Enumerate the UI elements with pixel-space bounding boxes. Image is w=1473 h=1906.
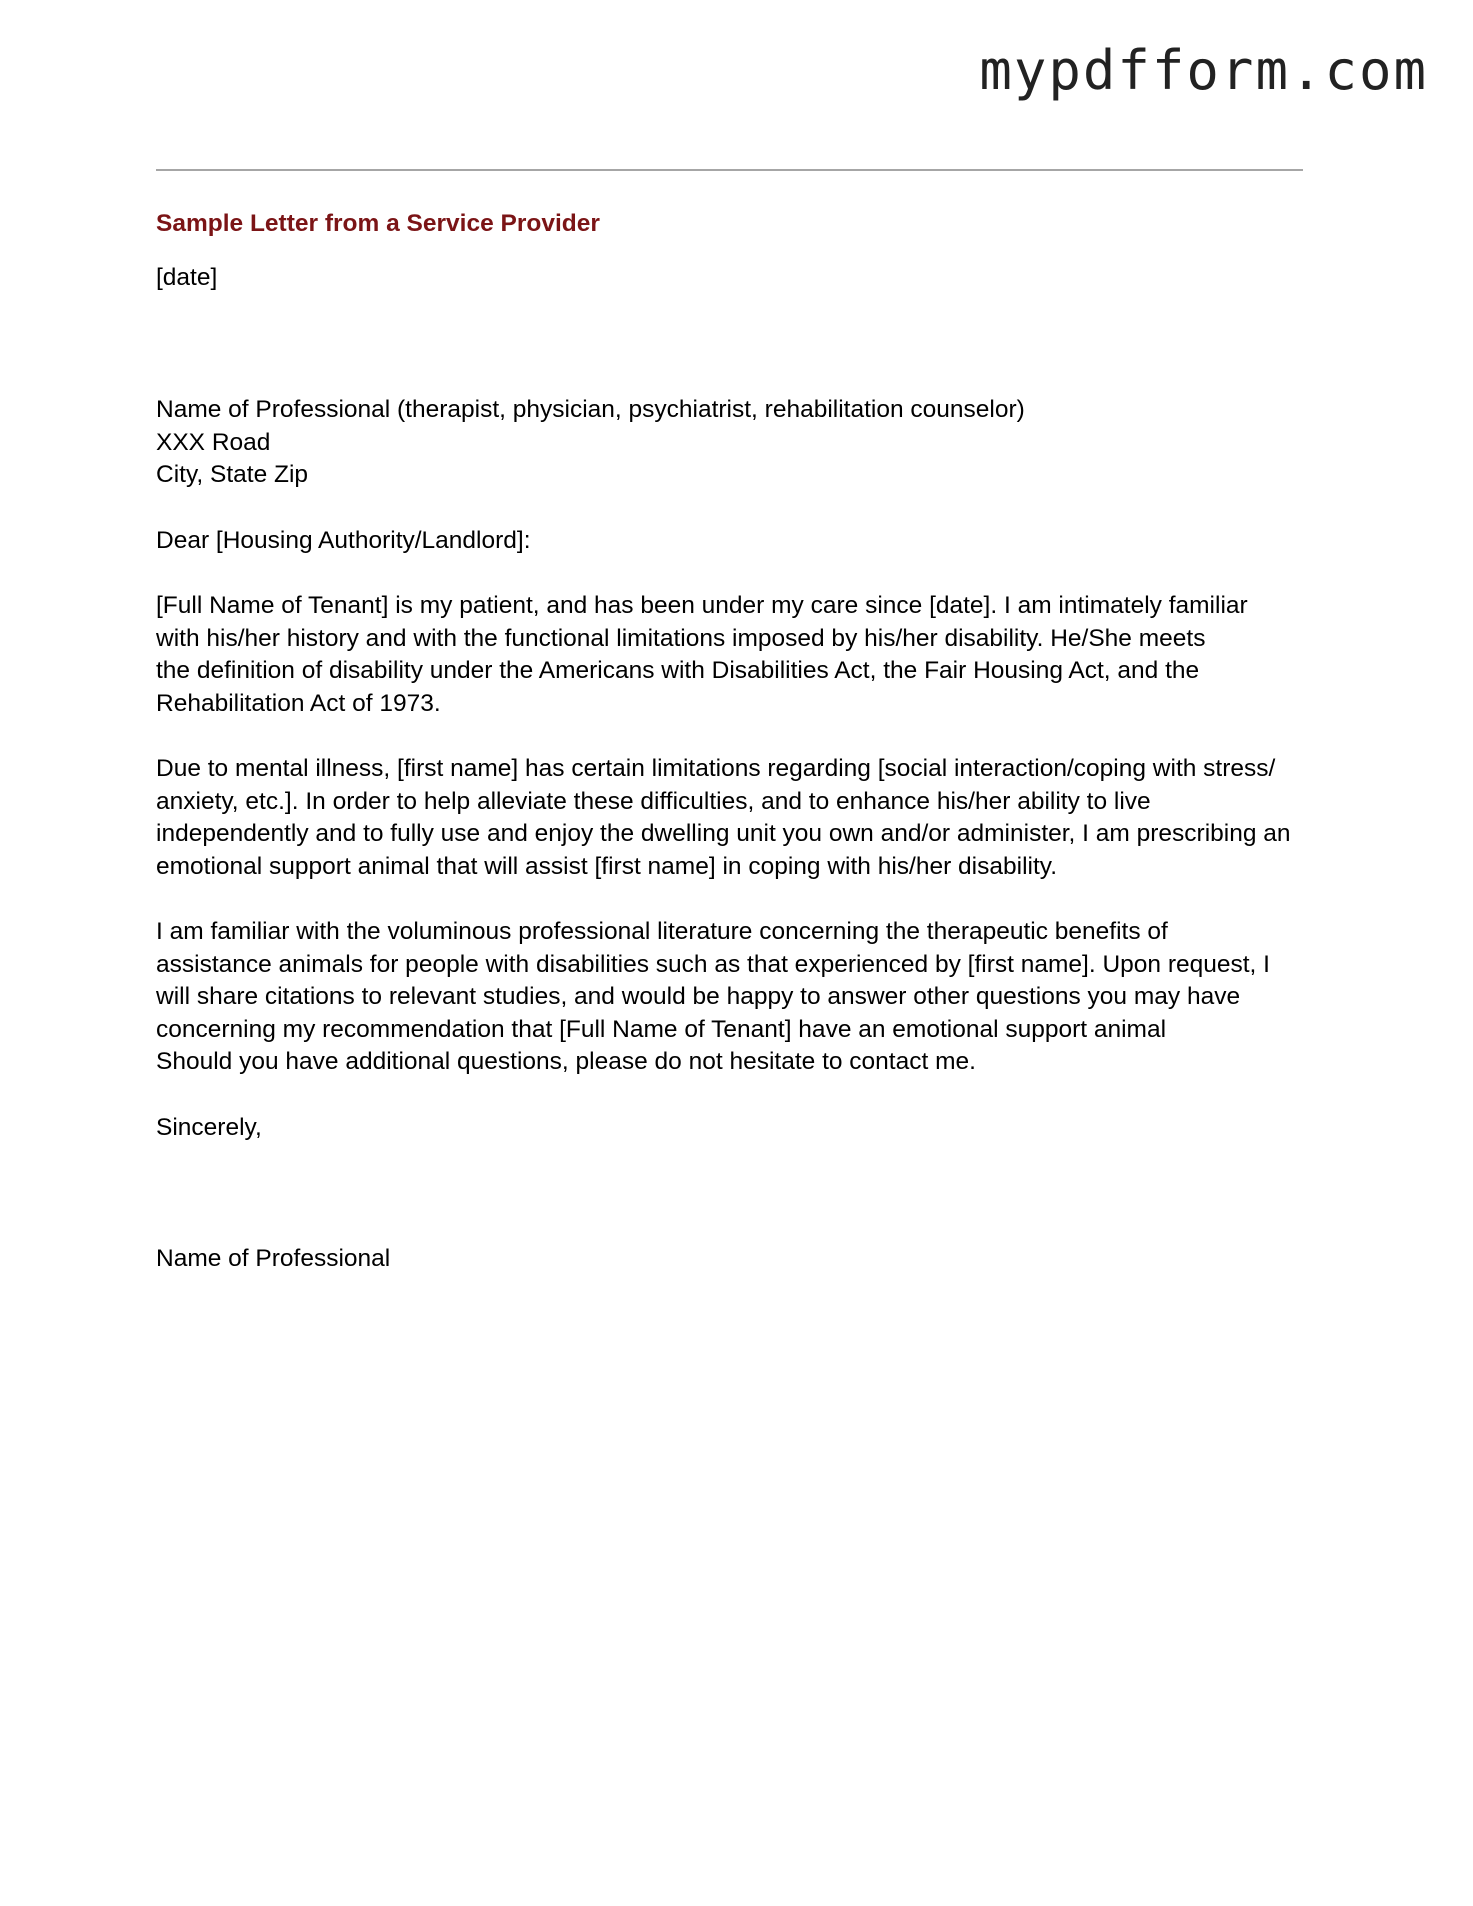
watermark-logo: mypdfform.com [979, 39, 1428, 102]
paragraph-line: I am familiar with the voluminous professional literature concerning the therapeutic benefits of [156, 918, 1168, 945]
letter-body [156, 208, 1306, 1276]
salutation: Dear [Housing Authority/Landlord]: [156, 526, 531, 554]
paragraph-line: concerning my recommendation that [Full Name of Tenant] have an emotional support animal [156, 1015, 1167, 1043]
address-line-name: Name of Professional (therapist, physician, psychiatrist, rehabilitation counselor) [156, 396, 1025, 423]
address-line-street: XXX Road [156, 428, 271, 456]
paragraph-line: assistance animals for people with disabilities such as that experienced by [first name]. Upon request, I [156, 950, 1270, 978]
paragraph-line: with his/her history and with the functional limitations imposed by his/her disability. He/She meets [156, 624, 1206, 652]
address-line-city: City, State Zip [156, 461, 309, 488]
signature-name: Name of Professional [156, 1245, 391, 1272]
paragraph-1 [156, 590, 1306, 720]
header-divider [156, 169, 1303, 171]
paragraph-3 [156, 916, 1306, 1079]
paragraph-line: anxiety, etc.]. In order to help alleviate these difficulties, and to enhance his/her ability to live [156, 787, 1151, 815]
sender-address [156, 394, 1306, 492]
letter-date: [date] [156, 263, 218, 291]
paragraph-line: [Full Name of Tenant] is my patient, and has been under my care since [date]. I am intimately familiar [156, 592, 1248, 619]
paragraph-line: Rehabilitation Act of 1973. [156, 689, 441, 717]
paragraph-line: Should you have additional questions, please do not hesitate to contact me. [156, 1048, 976, 1075]
paragraph-line: will share citations to relevant studies, and would be happy to answer other questions you may have [156, 983, 1241, 1010]
paragraph-line: independently and to fully use and enjoy the dwelling unit you own and/or administer, I am prescribing an [156, 820, 1291, 847]
paragraph-line: emotional support animal that will assist [first name] in coping with his/her disability. [156, 852, 1057, 880]
paragraph-line: Due to mental illness, [first name] has certain limitations regarding [social interaction/coping with stress/ [156, 755, 1276, 782]
paragraph-2 [156, 753, 1306, 883]
closing: Sincerely, [156, 1113, 262, 1141]
paragraph-line: the definition of disability under the Americans with Disabilities Act, the Fair Housing Act, and the [156, 657, 1200, 684]
letter-title: Sample Letter from a Service Provider [156, 210, 600, 237]
